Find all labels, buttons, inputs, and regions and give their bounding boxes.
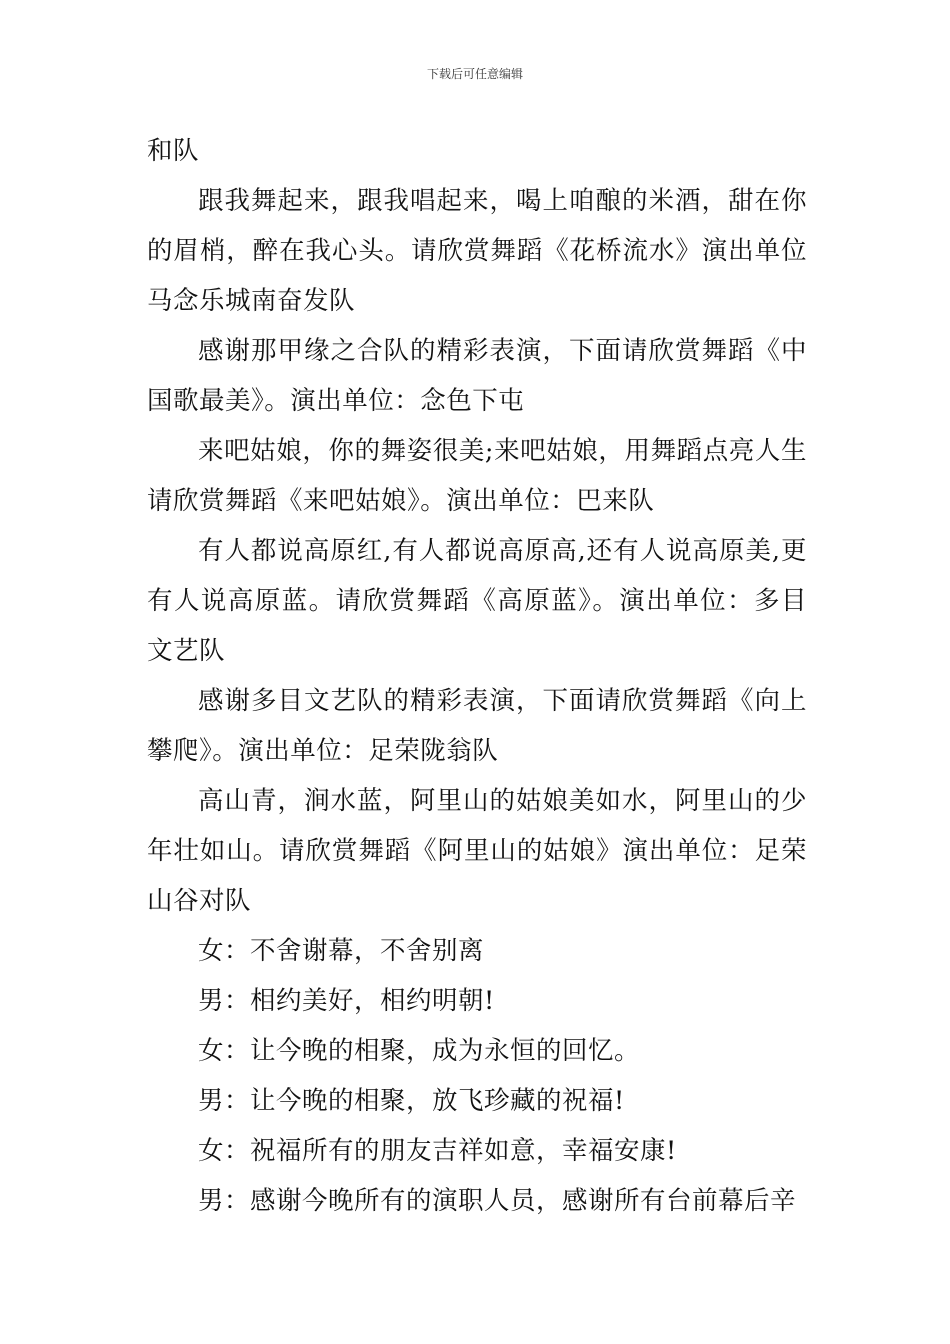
paragraph-7: 高山青，涧水蓝，阿里山的姑娘美如水，阿里山的少年壮如山。请欣赏舞蹈《阿里山的姑娘》演出单位：足荣山谷对队: [147, 786, 807, 916]
dialogue-line-2: 男：相约美好，相约明朝!: [198, 986, 495, 1016]
paragraph-3: 感谢那甲缘之合队的精彩表演，下面请欣赏舞蹈《中国歌最美》。演出单位：念色下屯: [147, 336, 807, 416]
dialogue-line-1: 女：不舍谢幕，不舍别离: [198, 936, 485, 966]
dialogue-line-4: 男：让今晚的相聚，放飞珍藏的祝福!: [198, 1086, 625, 1116]
dialogue-line-3: 女：让今晚的相聚，成为永恒的回忆。: [198, 1036, 641, 1066]
paragraph-2: 跟我舞起来，跟我唱起来，喝上咱酿的米酒，甜在你的眉梢，醉在我心头。请欣赏舞蹈《花桥流水》演出单位马念乐城南奋发队: [147, 186, 807, 316]
paragraph-1: 和队: [147, 136, 200, 166]
page-header: 下载后可任意编辑: [426, 67, 523, 81]
paragraph-4: 来吧姑娘，你的舞姿很美;来吧姑娘，用舞蹈点亮人生请欣赏舞蹈《来吧姑娘》。演出单位：巴来队: [147, 436, 807, 516]
document-body: [147, 126, 807, 1226]
paragraph-5: 有人都说高原红,有人都说高原高,还有人说高原美,更有人说高原蓝。请欣赏舞蹈《高原蓝》。演出单位：多目文艺队: [147, 536, 807, 666]
dialogue-line-6: 男：感谢今晚所有的演职人员，感谢所有台前幕后辛: [198, 1186, 797, 1216]
paragraph-6: 感谢多目文艺队的精彩表演，下面请欣赏舞蹈《向上攀爬》。演出单位：足荣陇翁队: [147, 686, 807, 766]
dialogue-line-5: 女：祝福所有的朋友吉祥如意，幸福安康!: [198, 1136, 677, 1166]
